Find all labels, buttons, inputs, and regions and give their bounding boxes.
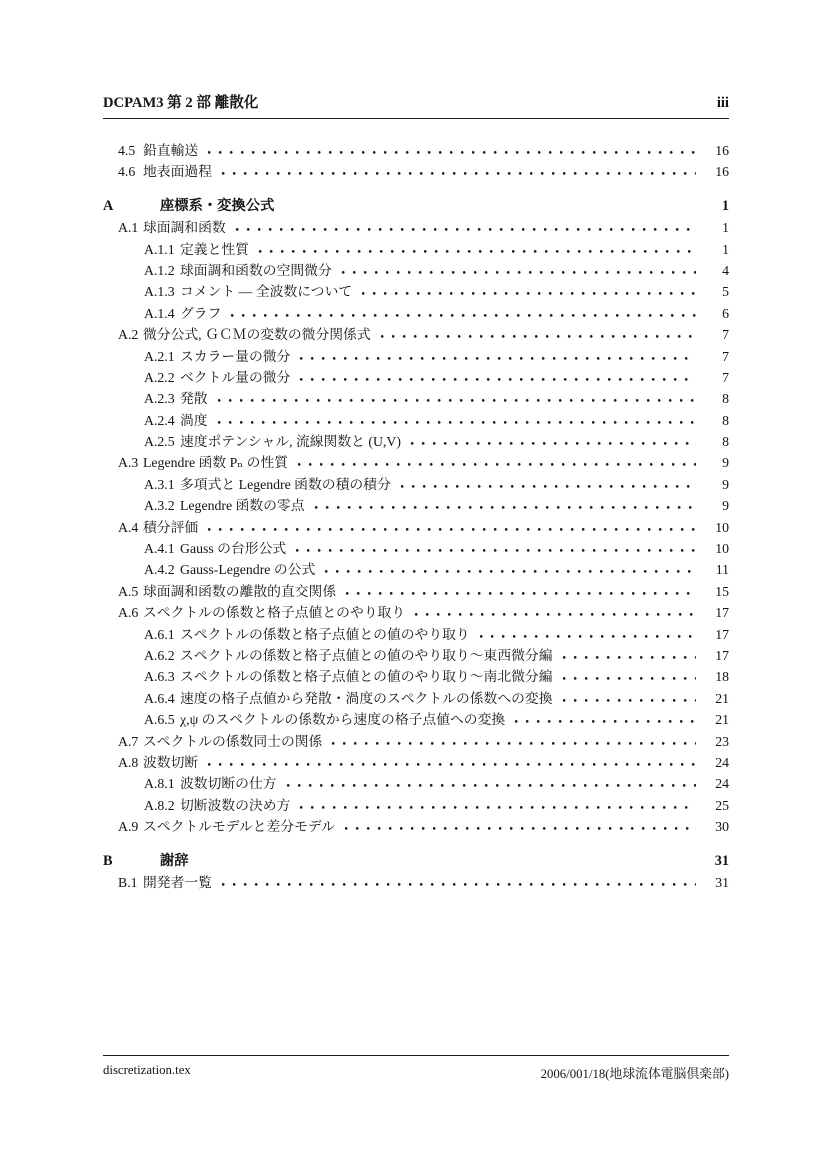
toc-entry-title: 地表面過程 [143, 164, 212, 180]
toc-entry-title: スカラー量の微分 [180, 348, 291, 364]
toc-entry-number: A.6.2 [144, 647, 175, 663]
toc-entry-title: 速度の格子点値から発散・渦度のスペクトルの係数への変換 [180, 690, 553, 706]
toc-entry [103, 430, 729, 451]
toc-entry-page: 5 [722, 284, 729, 300]
toc-entry [103, 259, 729, 280]
toc-entry-page: 1 [721, 197, 729, 214]
dot-leader [514, 719, 696, 724]
toc-entry-page: 1 [722, 220, 729, 236]
dot-leader [286, 783, 696, 788]
toc-entry-number: A.3.2 [144, 498, 175, 514]
dot-leader [380, 334, 696, 339]
toc-entry-number: A.2 [118, 327, 139, 343]
toc-entry-page: 7 [722, 327, 729, 343]
toc-entry-number: A.1.2 [144, 262, 175, 278]
dot-leader [400, 484, 696, 489]
toc-entry-title: 座標系・変換公式 [160, 197, 275, 214]
toc-entry-page: 8 [722, 412, 729, 428]
toc-entry [103, 345, 729, 366]
toc-entry-page: 21 [715, 690, 729, 706]
toc-entry [103, 216, 729, 237]
toc-entry [103, 409, 729, 430]
toc-entry-number: A.9 [118, 819, 139, 835]
running-header [103, 91, 729, 119]
toc-entry-page: 4 [722, 262, 729, 278]
toc-entry-number: A.6.3 [144, 669, 175, 685]
toc-entry [103, 708, 729, 729]
dot-leader [562, 655, 696, 660]
toc-entry-title: 積分評価 [143, 519, 199, 535]
toc-entry-page: 10 [715, 519, 729, 535]
toc-entry [103, 558, 729, 579]
header-document-title: DCPAM3 第 2 部 離散化 [103, 95, 259, 111]
toc-entry-title: 発散 [180, 391, 208, 407]
dot-leader [299, 356, 696, 361]
toc-entry-page: 9 [722, 476, 729, 492]
toc-entry [103, 139, 729, 160]
dot-leader [299, 805, 696, 810]
toc-entry-page: 7 [722, 369, 729, 385]
toc-entry-title: Gauss の台形公式 [180, 541, 287, 557]
toc-entry-page: 23 [715, 733, 729, 749]
dot-leader [221, 882, 696, 887]
toc-entry-page: 17 [715, 605, 729, 621]
dot-leader [258, 249, 696, 254]
header-page-number: iii [716, 95, 729, 111]
dot-leader [562, 676, 696, 681]
toc-entry-title: 謝辞 [160, 852, 189, 869]
toc-entry-number: A.6.5 [144, 712, 175, 728]
dot-leader [283, 205, 696, 210]
toc-entry-title: 多項式と Legendre 函数の積の積分 [180, 476, 391, 492]
toc-entry-title: スペクトルの係数同士の関係 [143, 733, 323, 749]
toc-entry-number: A.2.3 [144, 391, 175, 407]
toc-entry-number: 4.5 [118, 143, 136, 158]
toc-entry-page: 30 [715, 819, 729, 835]
footer-filename: discretization.tex [103, 1063, 191, 1077]
toc-entry-page: 7 [722, 348, 729, 364]
dot-leader [562, 698, 696, 703]
toc-entry [103, 794, 729, 815]
toc-entry-number: A.8 [118, 754, 139, 770]
toc-entry [103, 302, 729, 323]
toc-entry-number: A.1.3 [144, 284, 175, 300]
toc-entry-title: ベクトル量の微分 [180, 369, 291, 385]
toc-entry-title: コメント — 全波数について [180, 284, 353, 300]
running-footer [103, 1055, 729, 1082]
toc-entry-number: A.2.5 [144, 434, 175, 450]
toc-entry-title: 渦度 [180, 412, 208, 428]
toc-entry-number: A.6.4 [144, 690, 175, 706]
toc-entry-title: 開発者一覧 [143, 874, 212, 890]
toc-entry-title: 速度ポテンシャル, 流線関数と (U,V) [180, 434, 401, 450]
toc-entry-number: A.3.1 [144, 476, 175, 492]
toc-entry [103, 323, 729, 344]
toc-entry-page: 31 [714, 852, 729, 869]
toc-entry-number: A.6.1 [144, 626, 175, 642]
table-of-contents [103, 139, 729, 892]
dot-leader [207, 762, 696, 767]
toc-entry-page: 8 [722, 434, 729, 450]
toc-entry [103, 195, 729, 216]
toc-entry-number: A.2.4 [144, 412, 175, 428]
dot-leader [344, 826, 696, 831]
dot-leader [221, 171, 696, 176]
toc-entry-number: A.2.1 [144, 348, 175, 364]
toc-entry [103, 687, 729, 708]
toc-entry-title: 球面調和函数の離散的直交関係 [143, 583, 337, 599]
dot-leader [299, 377, 696, 382]
toc-entry-number: 4.6 [118, 164, 136, 180]
toc-entry-number: A [103, 197, 114, 214]
toc-entry [103, 387, 729, 408]
toc-entry [103, 751, 729, 772]
dot-leader [314, 505, 696, 510]
toc-entry-number: A.5 [118, 583, 139, 599]
dot-leader [331, 741, 696, 746]
toc-entry-title: χ,ψ のスペクトルの係数から速度の格子点値への変換 [180, 712, 506, 728]
toc-entry-number: A.6 [118, 605, 139, 621]
toc-entry [103, 623, 729, 644]
dot-leader [217, 420, 696, 425]
toc-entry [103, 537, 729, 558]
toc-entry-page: 15 [715, 583, 729, 599]
toc-entry-page: 18 [715, 669, 729, 685]
toc-entry-title: 切断波数の決め方 [180, 797, 291, 813]
dot-leader [479, 634, 696, 639]
toc-entry [103, 494, 729, 515]
toc-entry [103, 601, 729, 622]
dot-leader [217, 398, 696, 403]
toc-entry [103, 238, 729, 259]
toc-entry-page: 10 [715, 541, 729, 557]
toc-entry [103, 160, 729, 181]
toc-entry [103, 473, 729, 494]
toc-entry-page: 16 [715, 164, 729, 180]
toc-entry-number: A.8.1 [144, 776, 175, 792]
toc-entry-title: スペクトルの係数と格子点値との値のやり取り～東西微分編 [180, 647, 553, 663]
toc-entry-title: スペクトルの係数と格子点値との値のやり取り [180, 626, 470, 642]
toc-entry-number: A.7 [118, 733, 139, 749]
toc-entry-number: A.1 [118, 220, 139, 236]
toc-entry-title: Legendre 函数の零点 [180, 498, 305, 514]
dot-leader [297, 462, 696, 467]
toc-entry-title: 波数切断の仕方 [180, 776, 277, 792]
toc-entry [103, 280, 729, 301]
toc-entry-title: 定義と性質 [180, 241, 249, 257]
toc-entry-title: 波数切断 [143, 754, 199, 770]
toc-entry-number: A.2.2 [144, 369, 175, 385]
toc-entry-page: 6 [722, 305, 729, 321]
toc-entry-title: 鉛直輸送 [143, 143, 199, 158]
toc-entry [103, 871, 729, 892]
toc-entry-number: B.1 [118, 874, 138, 890]
toc-entry-title: グラフ [180, 305, 222, 321]
toc-entry-title: スペクトルの係数と格子点値との値のやり取り～南北微分編 [180, 669, 553, 685]
toc-entry-page: 9 [722, 455, 729, 471]
dot-leader [207, 150, 696, 155]
toc-entry-title: 球面調和函数 [143, 220, 226, 236]
toc-entry-page: 11 [715, 562, 729, 578]
toc-entry [103, 644, 729, 665]
toc-entry-page: 25 [715, 797, 729, 813]
dot-leader [235, 227, 696, 232]
toc-entry-page: 17 [715, 626, 729, 642]
toc-entry [103, 580, 729, 601]
toc-entry [103, 366, 729, 387]
toc-entry-page: 24 [715, 776, 729, 792]
dot-leader [295, 548, 696, 553]
toc-entry-number: A.1.4 [144, 305, 175, 321]
toc-entry-number: A.4.1 [144, 541, 175, 557]
toc-entry [103, 516, 729, 537]
dot-leader [414, 612, 696, 617]
toc-entry-number: A.4 [118, 519, 139, 535]
toc-entry [103, 772, 729, 793]
dot-leader [341, 270, 696, 275]
dot-leader [207, 527, 696, 532]
toc-entry [103, 451, 729, 472]
toc-entry-title: スペクトルモデルと差分モデル [143, 819, 335, 835]
toc-entry-title: 球面調和函数の空間微分 [180, 262, 332, 278]
dot-leader [345, 591, 696, 596]
toc-entry-page: 16 [715, 143, 729, 158]
toc-entry-page: 31 [715, 874, 729, 890]
toc-entry-number: A.3 [118, 455, 139, 471]
dot-leader [410, 441, 696, 446]
toc-entry-page: 21 [715, 712, 729, 728]
toc-entry [103, 850, 729, 871]
toc-entry-page: 8 [722, 391, 729, 407]
footer-date-credit: 2006/001/18(地球流体電脳倶楽部) [540, 1067, 729, 1081]
dot-leader [230, 313, 696, 318]
toc-entry-number: A.4.2 [144, 562, 175, 578]
toc-entry-title: Legendre 函数 Pₙ の性質 [143, 455, 289, 471]
toc-entry-number: A.8.2 [144, 797, 175, 813]
toc-entry [103, 815, 729, 836]
toc-entry-title: Gauss-Legendre の公式 [180, 562, 316, 578]
toc-entry-page: 17 [715, 647, 729, 663]
dot-leader [324, 569, 696, 574]
dot-leader [361, 291, 696, 296]
toc-entry-page: 9 [722, 498, 729, 514]
toc-entry-page: 24 [715, 754, 729, 770]
dot-leader [198, 860, 696, 865]
toc-entry [103, 730, 729, 751]
toc-entry-number: A.1.1 [144, 241, 175, 257]
toc-entry-title: 微分公式, ＧＣＭの変数の微分関係式 [143, 327, 371, 343]
toc-entry [103, 665, 729, 686]
toc-entry-page: 1 [722, 241, 729, 257]
toc-entry-number: B [103, 852, 113, 869]
toc-entry-title: スペクトルの係数と格子点値とのやり取り [143, 605, 406, 621]
